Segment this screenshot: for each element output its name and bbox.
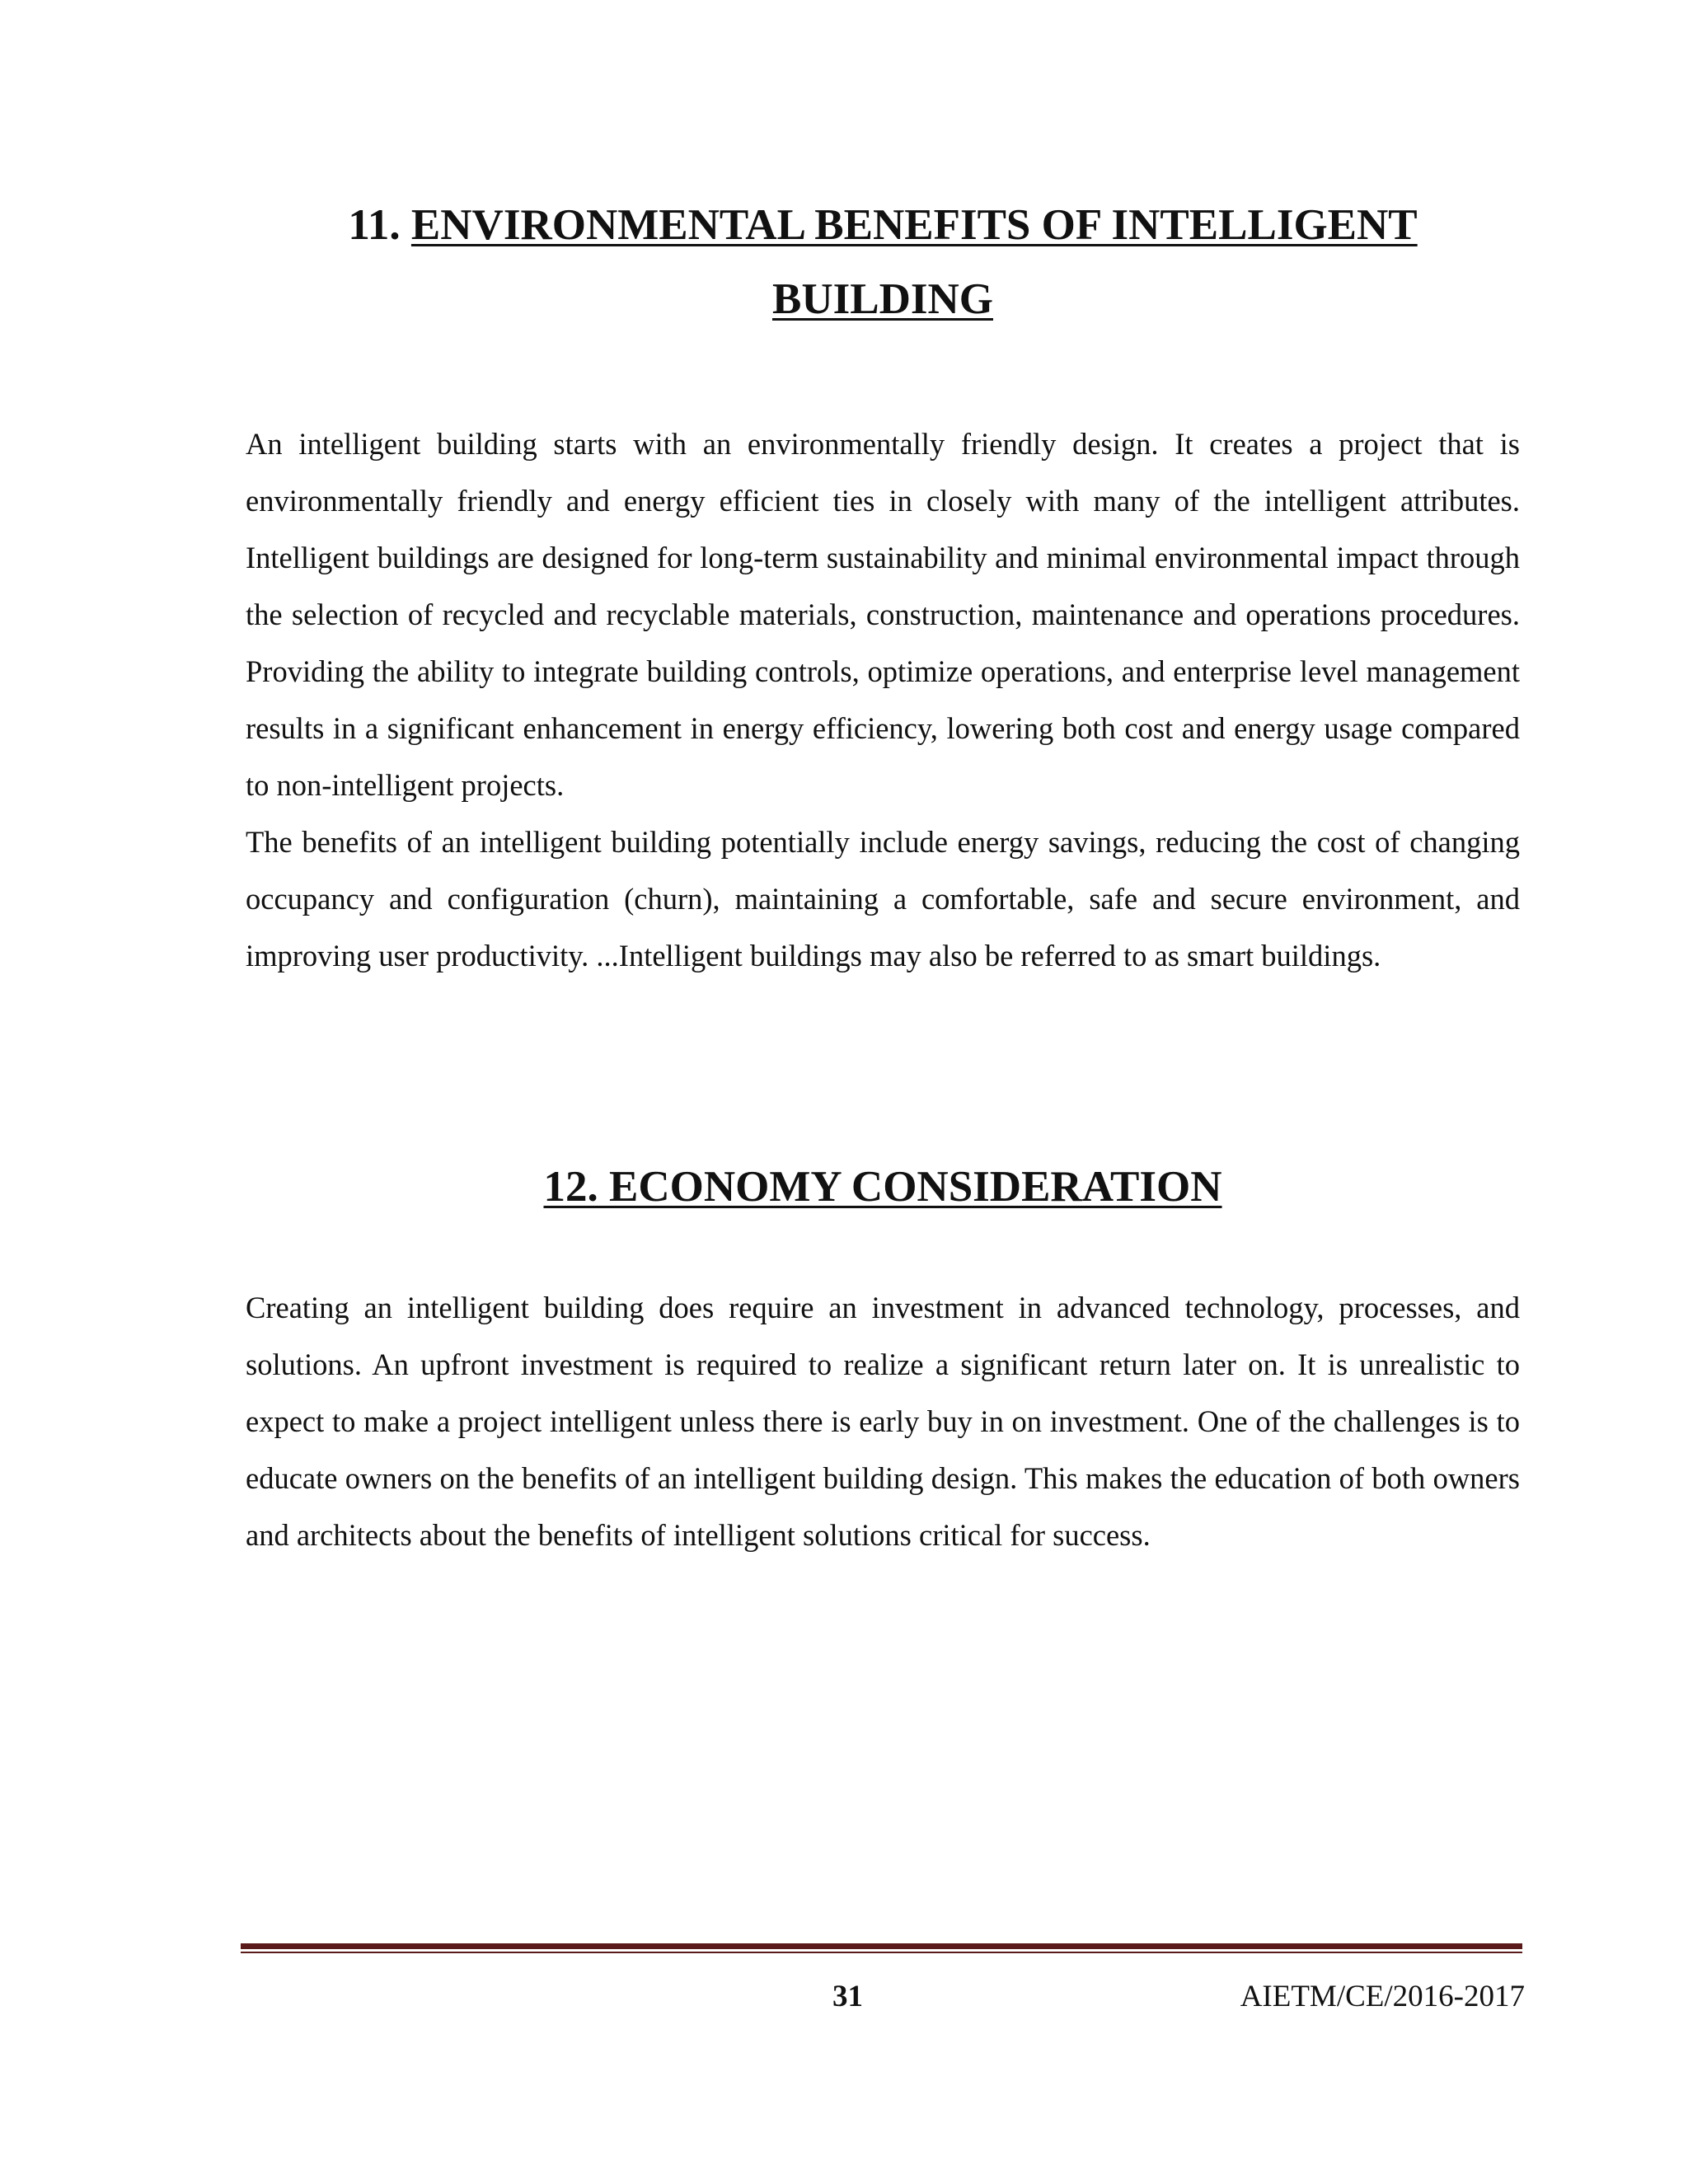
section-11-title-line1: ENVIRONMENTAL BENEFITS OF INTELLIGENT <box>410 201 1418 249</box>
page-number: 31 <box>832 1980 863 2013</box>
section-11-number: 11. <box>348 201 401 249</box>
footer-rule-thin <box>241 1952 1522 1953</box>
section-11-heading <box>243 188 1522 336</box>
section-12-title: 12. ECONOMY CONSIDERATION <box>543 1163 1222 1211</box>
section-11-paragraph-2: The benefits of an intelligent building potentially include energy savings, reducing the cost of changing occupancy and configuration (churn), maintaining a comfortable, safe and secure environment, and improving user productivity. ...Intelligent buildings may also be referred to as smart buildings. <box>246 825 1520 972</box>
section-11-paragraph-1: An intelligent building starts with an environmentally friendly design. It creates a project that is environmentally friendly and energy efficient ties in closely with many of the intelligent attributes. Intelligent buildings are designed for long-term sustainability and minimal environmental impact through the selection of recycled and recyclable materials, construction, maintenance and operations procedures. Providing the ability to integrate building controls, optimize operations, and enterprise level management results in a significant enhancement in energy efficiency, lowering both cost and energy usage compared to non-intelligent projects. <box>246 427 1520 802</box>
footer-rule-thick <box>241 1943 1522 1949</box>
section-12-paragraph-1: Creating an intelligent building does require an investment in advanced technology, processes, and solutions. An upfront investment is required to realize a significant return later on. It is unrealistic to expect to make a project intelligent unless there is early buy in on investment. One of the challenges is to educate owners on the benefits of an intelligent building design. This makes the education of both owners and architects about the benefits of intelligent solutions critical for success. <box>246 1291 1520 1552</box>
footer-reference: AIETM/CE/2016-2017 <box>1240 1980 1525 2013</box>
section-12-heading <box>243 1150 1522 1224</box>
section-11-title-line2: BUILDING <box>771 275 993 323</box>
